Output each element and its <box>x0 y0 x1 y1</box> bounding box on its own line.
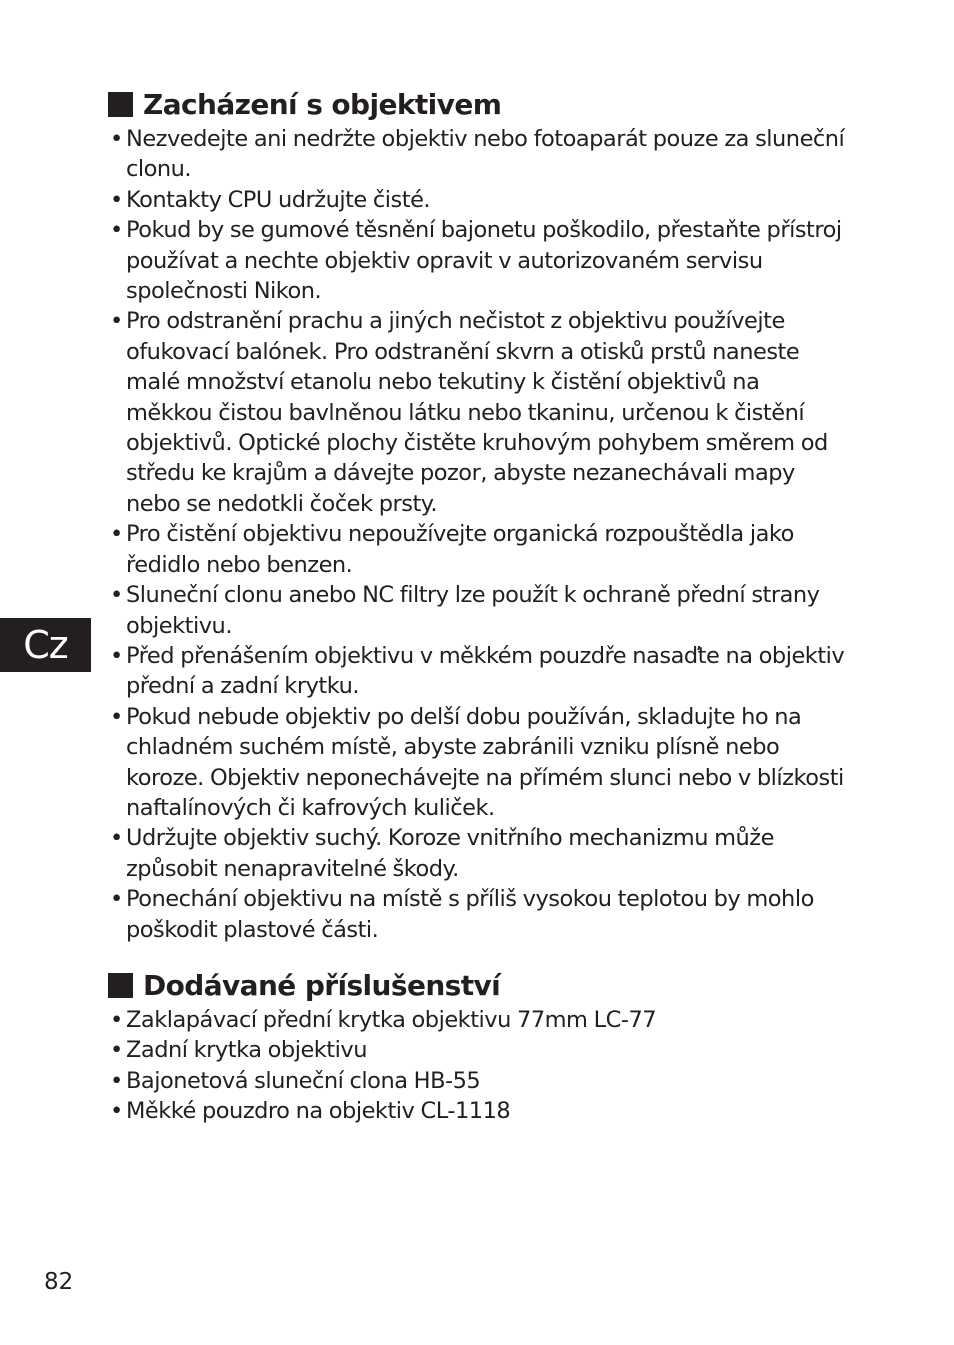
list-item-text: Měkké pouzdro na objektiv CL-1118 <box>126 1098 511 1125</box>
accessories-list <box>108 1005 848 1127</box>
list-item-text: Nezvedejte ani nedržte objektiv nebo fotoaparát pouze za sluneční clonu. <box>126 126 845 183</box>
bullet-dot-icon: • <box>110 308 123 335</box>
list-item-text: Pokud by se gumové těsnění bajonetu poškodilo, přestaňte přístroj používat a nechte objektiv opravit v autorizovaném servisu společnosti Nikon. <box>126 217 842 305</box>
page-number: 82 <box>44 1269 74 1295</box>
bullet-dot-icon: • <box>110 582 123 609</box>
list-item-text: Ponechání objektivu na místě s příliš vysokou teplotou by mohlo poškodit plastové části. <box>126 886 814 943</box>
list-item <box>108 1035 848 1065</box>
list-item <box>108 1005 848 1035</box>
list-item-text: Pro odstranění prachu a jiných nečistot z objektivu používejte ofukovací balónek. Pro odstranění skvrn a otisků prstů naneste malé množství etanolu nebo tekutiny k čistění objektivů na měkkou čistou bavlněnou látku nebo tkaninu, určenou k čistění objektivů. Optické plochy čistěte kruhovým pohybem směrem od středu ke krajům a dávejte pozor, abyste nezanechávali mapy nebo se nedotkli čoček prsty. <box>126 308 828 517</box>
list-item-text: Sluneční clonu anebo NC filtry lze použít k ochraně přední strany objektivu. <box>126 582 820 639</box>
lens-care-list <box>108 124 848 945</box>
bullet-dot-icon: • <box>110 886 123 913</box>
section-heading-lens-care <box>108 84 848 124</box>
list-item <box>108 124 848 185</box>
bullet-dot-icon: • <box>110 217 123 244</box>
list-item-text: Zaklapávací přední krytka objektivu 77mm LC-77 <box>126 1007 657 1033</box>
section-lens-care <box>108 84 848 945</box>
list-item <box>108 1066 848 1096</box>
square-bullet-icon <box>108 973 133 998</box>
bullet-dot-icon: • <box>110 642 123 669</box>
bullet-dot-icon: • <box>110 1098 123 1125</box>
language-tab <box>0 618 91 672</box>
list-item <box>108 185 848 215</box>
list-item <box>108 702 848 824</box>
list-item <box>108 641 848 702</box>
section-heading-accessories <box>108 965 848 1005</box>
list-item-text: Pro čistění objektivu nepoužívejte organická rozpouštědla jako ředidlo nebo benzen. <box>126 521 794 578</box>
language-tab-label: Cz <box>23 623 68 667</box>
list-item-text: Bajonetová sluneční clona HB-55 <box>126 1067 481 1094</box>
bullet-dot-icon: • <box>110 1007 123 1033</box>
list-item <box>108 519 848 580</box>
list-item <box>108 823 848 884</box>
list-item-text: Před přenášením objektivu v měkkém pouzdře nasaďte na objektiv přední a zadní krytku. <box>126 642 845 700</box>
bullet-dot-icon: • <box>110 1037 123 1064</box>
bullet-dot-icon: • <box>110 126 123 152</box>
section-heading-text: Zacházení s objektivem <box>143 87 502 121</box>
bullet-dot-icon: • <box>110 1067 123 1094</box>
list-item-text: Kontakty CPU udržujte čisté. <box>126 186 431 213</box>
list-item <box>108 580 848 641</box>
list-item <box>108 1096 848 1126</box>
bullet-dot-icon: • <box>110 186 123 213</box>
section-heading-text: Dodávané příslušenství <box>143 968 501 1002</box>
bullet-dot-icon: • <box>110 825 123 852</box>
section-supplied-accessories <box>108 965 848 1127</box>
list-item <box>108 215 848 306</box>
list-item-text: Udržujte objektiv suchý. Koroze vnitřního mechanizmu může způsobit nenapravitelné škody. <box>126 825 774 882</box>
list-item <box>108 306 848 519</box>
square-bullet-icon <box>108 92 133 117</box>
list-item <box>108 884 848 945</box>
bullet-dot-icon: • <box>110 703 123 730</box>
list-item-text: Pokud nebude objektiv po delší dobu používán, skladujte ho na chladném suchém místě, abyste zabránili vzniku plísně nebo koroze. Objektiv neponechávejte na přímém slunci nebo v blízkosti naftalínových či kafrových kuliček. <box>126 703 844 821</box>
list-item-text: Zadní krytka objektivu <box>126 1037 367 1064</box>
bullet-dot-icon: • <box>110 521 123 548</box>
